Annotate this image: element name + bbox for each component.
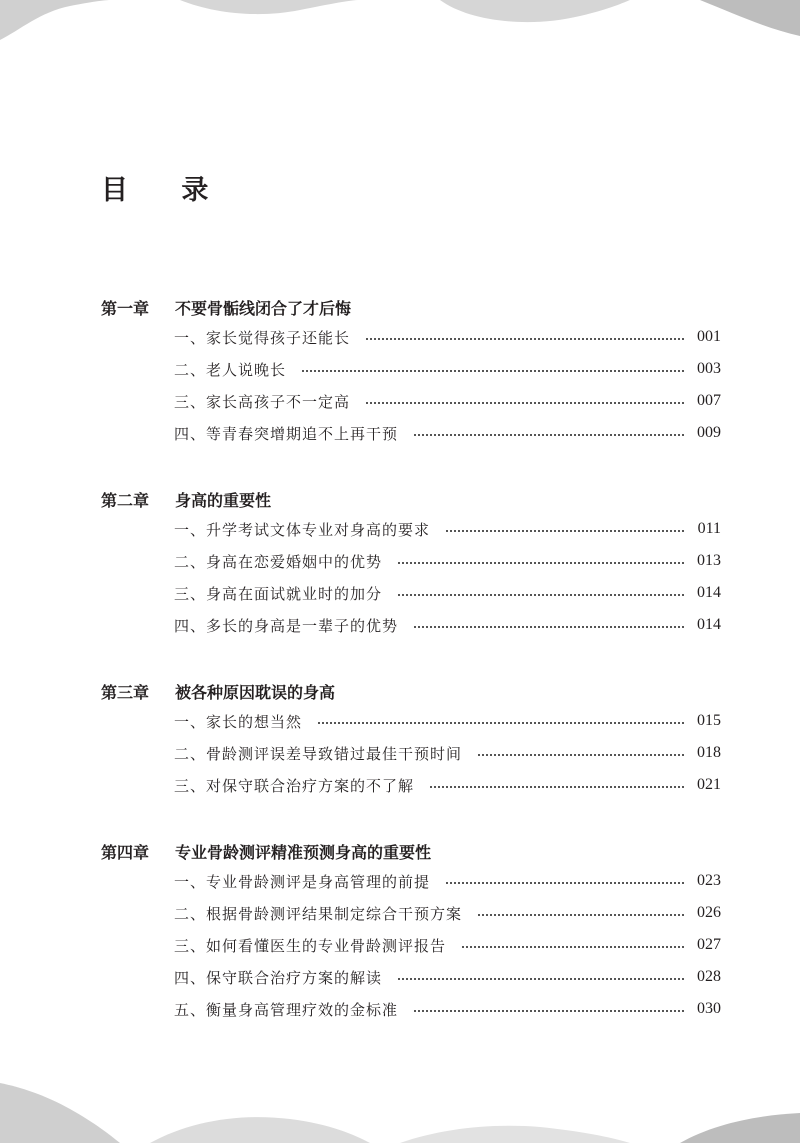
- dot-leader: [414, 434, 684, 436]
- chapter-number: 第二章: [101, 490, 150, 510]
- dot-leader: [318, 722, 684, 724]
- dot-leader: [414, 1010, 684, 1012]
- page-number: 030: [697, 1000, 721, 1017]
- toc-entry[interactable]: [101, 545, 721, 577]
- dot-leader: [302, 370, 684, 372]
- dot-leader: [398, 594, 684, 596]
- page-number: 014: [697, 584, 721, 601]
- toc-entry[interactable]: [101, 961, 721, 993]
- toc-entry[interactable]: [101, 929, 721, 961]
- toc-entry[interactable]: [101, 513, 721, 545]
- entry-title: 三、如何看懂医生的专业骨龄测评报告: [174, 936, 447, 955]
- dot-leader: [366, 402, 684, 404]
- page-number: 013: [697, 552, 721, 569]
- page-number: 009: [697, 424, 721, 441]
- dot-leader: [366, 338, 684, 340]
- page-number: 027: [697, 936, 721, 953]
- page-number: 001: [697, 328, 721, 345]
- dot-leader: [478, 754, 684, 756]
- toc-entry[interactable]: [101, 609, 721, 641]
- top-wave-decoration: [0, 0, 800, 60]
- toc-entry[interactable]: [101, 897, 721, 929]
- chapter-heading[interactable]: [101, 485, 721, 513]
- chapter-number: 第三章: [101, 682, 150, 702]
- dot-leader: [398, 978, 684, 980]
- page-number: 021: [697, 776, 721, 793]
- bottom-wave-decoration: [0, 1063, 800, 1143]
- page-number: 014: [697, 616, 721, 633]
- page-number: 023: [697, 872, 721, 889]
- page-number: 003: [697, 360, 721, 377]
- page-number: 007: [697, 392, 721, 409]
- entry-title: 四、等青春突增期追不上再干预: [174, 424, 399, 443]
- toc-entry[interactable]: [101, 865, 721, 897]
- entry-title: 三、对保守联合治疗方案的不了解: [174, 776, 415, 795]
- dot-leader: [478, 914, 684, 916]
- dot-leader: [446, 530, 684, 532]
- page-title: 目 录: [101, 175, 231, 206]
- toc-entry[interactable]: [101, 769, 721, 801]
- entry-title: 三、家长高孩子不一定高: [174, 392, 351, 411]
- page-number: 018: [697, 744, 721, 761]
- chapter-title: 专业骨龄测评精准预测身高的重要性: [175, 842, 432, 862]
- toc-entry[interactable]: [101, 577, 721, 609]
- chapter-3: [101, 677, 721, 801]
- dot-leader: [462, 946, 684, 948]
- toc-entry[interactable]: [101, 417, 721, 449]
- chapter-number: 第一章: [101, 298, 150, 318]
- entry-title: 四、保守联合治疗方案的解读: [174, 968, 383, 987]
- toc-entry[interactable]: [101, 321, 721, 353]
- chapter-1: [101, 293, 721, 449]
- entry-title: 二、根据骨龄测评结果制定综合干预方案: [174, 904, 463, 923]
- page-number: 015: [697, 712, 721, 729]
- entry-title: 一、家长的想当然: [174, 712, 303, 731]
- entry-title: 一、升学考试文体专业对身高的要求: [174, 520, 431, 539]
- entry-title: 三、身高在面试就业时的加分: [174, 584, 383, 603]
- chapter-title: 不要骨骺线闭合了才后悔: [175, 298, 352, 318]
- dot-leader: [446, 882, 684, 884]
- page-number: 011: [697, 520, 721, 537]
- entry-title: 四、多长的身高是一辈子的优势: [174, 616, 399, 635]
- entry-title: 一、家长觉得孩子还能长: [174, 328, 351, 347]
- dot-leader: [414, 626, 684, 628]
- dot-leader: [430, 786, 684, 788]
- chapter-title: 被各种原因耽误的身高: [175, 682, 336, 702]
- entry-title: 一、专业骨龄测评是身高管理的前提: [174, 872, 431, 891]
- page-number: 028: [697, 968, 721, 985]
- chapter-heading[interactable]: [101, 677, 721, 705]
- chapter-2: [101, 485, 721, 641]
- chapter-heading[interactable]: [101, 293, 721, 321]
- chapter-4: [101, 837, 721, 1025]
- entry-title: 五、衡量身高管理疗效的金标准: [174, 1000, 399, 1019]
- entry-title: 二、身高在恋爱婚姻中的优势: [174, 552, 383, 571]
- entry-title: 二、骨龄测评误差导致错过最佳干预时间: [174, 744, 463, 763]
- toc-entry[interactable]: [101, 737, 721, 769]
- chapter-title: 身高的重要性: [175, 490, 272, 510]
- dot-leader: [398, 562, 684, 564]
- toc-entry[interactable]: [101, 353, 721, 385]
- chapter-heading[interactable]: [101, 837, 721, 865]
- toc-entry[interactable]: [101, 993, 721, 1025]
- toc-entry[interactable]: [101, 705, 721, 737]
- page-number: 026: [697, 904, 721, 921]
- entry-title: 二、老人说晚长: [174, 360, 287, 379]
- chapter-number: 第四章: [101, 842, 150, 862]
- toc-entry[interactable]: [101, 385, 721, 417]
